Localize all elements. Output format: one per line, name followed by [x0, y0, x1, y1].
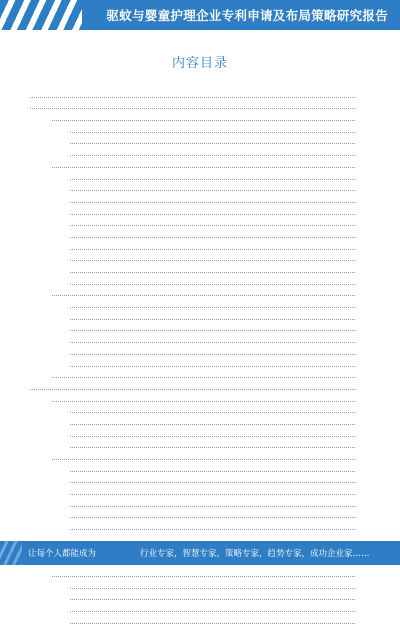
toc-entry-placeholder [52, 156, 355, 168]
header-decorative-stripe [0, 0, 86, 30]
toc-entry-placeholder [52, 448, 355, 460]
toc-entry-placeholder [52, 109, 355, 121]
toc-entry-placeholder [52, 565, 355, 577]
footer-slogan-left: 让每个人都能成为 [28, 549, 97, 559]
report-title: 驱蚊与婴童护理企业专利申请及布局策略研究报告 [106, 8, 388, 23]
toc-entry-placeholder [70, 600, 355, 612]
toc-entry-placeholder [70, 495, 355, 507]
toc-entry-placeholder [70, 589, 355, 601]
toc-entry-placeholder [70, 308, 355, 320]
toc-entry-placeholder [70, 168, 355, 180]
toc-entry-placeholder [70, 413, 355, 425]
toc-entry-placeholder [70, 483, 355, 495]
toc-entry-placeholder [70, 180, 355, 192]
toc-entry-placeholder [70, 296, 355, 308]
toc-entry-placeholder [70, 518, 355, 530]
toc-entry-placeholder [70, 121, 355, 133]
toc-entry-placeholder [70, 238, 355, 250]
toc-entry-placeholder [70, 320, 355, 332]
toc-entry-placeholder [70, 331, 355, 343]
toc-entry-placeholder [52, 367, 355, 379]
toc-entry-placeholder [70, 191, 355, 203]
toc-entry-placeholder [52, 285, 355, 297]
toc-heading: 内容目录 [171, 56, 228, 71]
toc-entry-placeholder [70, 261, 355, 273]
toc-entry-placeholder [70, 226, 355, 238]
toc-entry-placeholder [52, 390, 355, 402]
toc-entry-placeholder [70, 460, 355, 472]
toc-entry-placeholder [70, 507, 355, 519]
toc-entry-placeholder [70, 203, 355, 215]
report-header [0, 0, 400, 38]
toc-entry-placeholder [70, 437, 355, 449]
toc-entry-placeholder [70, 273, 355, 285]
toc-entry-placeholder [70, 425, 355, 437]
toc-entry-placeholder [70, 215, 355, 227]
toc-entry-placeholder [70, 612, 355, 624]
footer-decorative-stripe [0, 541, 22, 565]
toc-entry-placeholder [70, 355, 355, 367]
toc-entry-placeholder [30, 98, 355, 110]
toc-entry-placeholder [70, 343, 355, 355]
toc-entry-placeholder [30, 86, 355, 98]
toc-entry-placeholder [70, 577, 355, 589]
toc-entry-placeholder [70, 402, 355, 414]
footer-slogan-right: 行业专家，智慧专家，策略专家，趋势专家，成功企业家…… [140, 549, 370, 559]
toc-entry-placeholder [70, 144, 355, 156]
toc-entry-placeholder [30, 378, 355, 390]
toc-entry-placeholder [70, 250, 355, 262]
toc-entry-placeholder [70, 472, 355, 484]
toc-entry-placeholder [70, 133, 355, 145]
report-footer [0, 541, 400, 565]
